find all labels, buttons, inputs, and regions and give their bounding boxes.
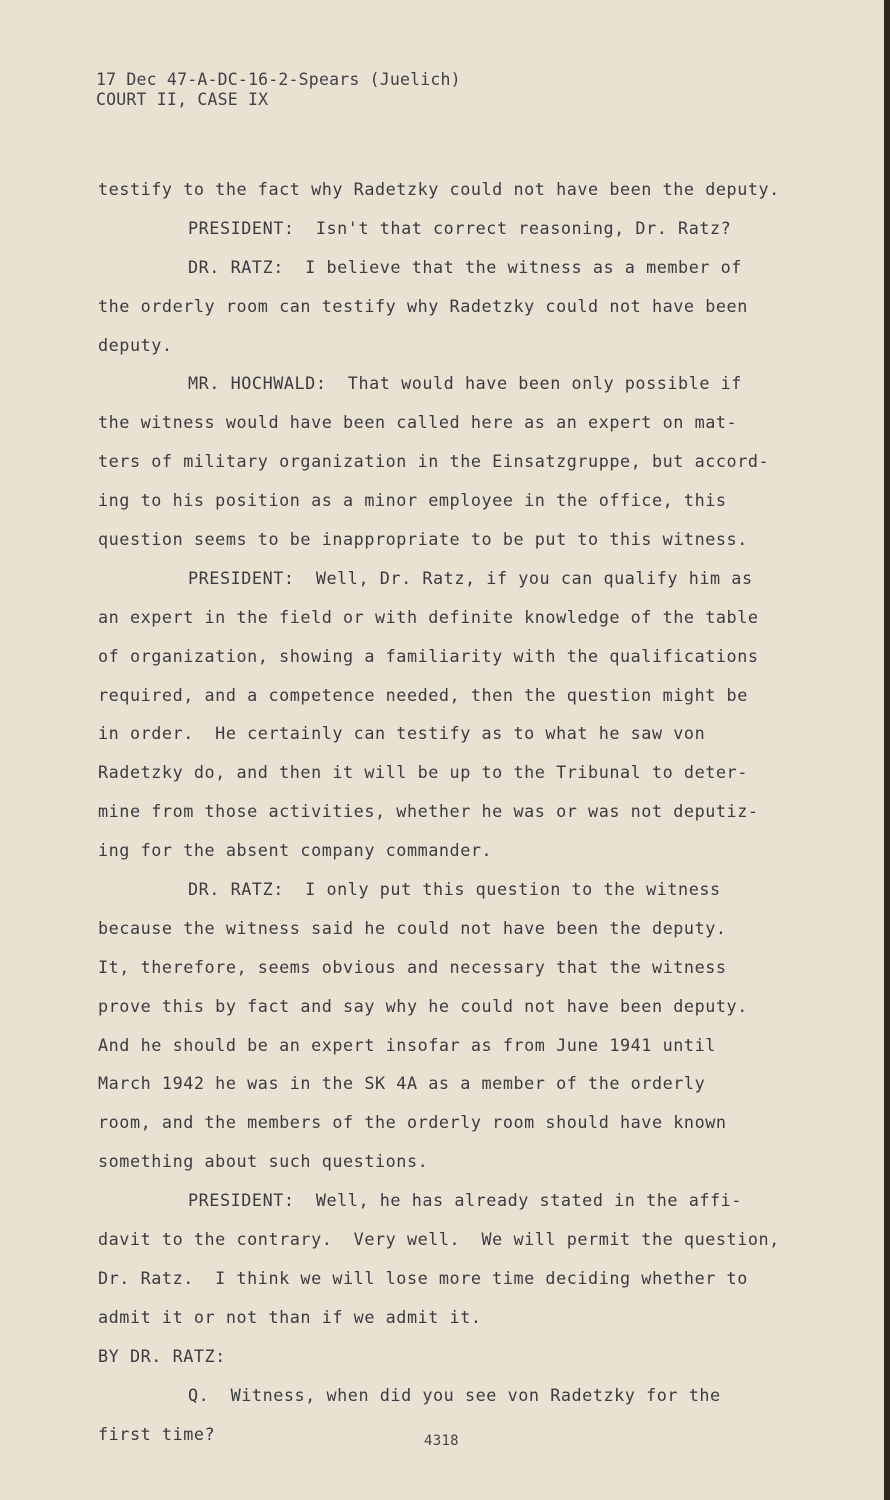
- transcript-line: ing for the absent company commander.: [98, 840, 493, 861]
- transcript-line: MR. HOCHWALD: That would have been only possible if: [188, 373, 742, 394]
- transcript-line: Dr. Ratz. I think we will lose more time deciding whether to: [98, 1267, 748, 1288]
- transcript-line: PRESIDENT: Well, Dr. Ratz, if you can qualify him as: [188, 567, 753, 588]
- transcript-line: because the witness said he could not have been the deputy.: [98, 917, 727, 938]
- transcript-line: the witness would have been called here as an expert on mat-: [98, 412, 738, 433]
- transcript-line: BY DR. RATZ:: [98, 1345, 226, 1366]
- transcript-line: DR. RATZ: I believe that the witness as a member of: [188, 256, 742, 277]
- transcript-line: davit to the contrary. Very well. We will permit the question,: [98, 1229, 780, 1250]
- transcript-line: DR. RATZ: I only put this question to the witness: [188, 879, 721, 900]
- transcript-line: Radetzky do, and then it will be up to the Tribunal to deter-: [98, 762, 748, 783]
- document-header: [96, 70, 461, 110]
- transcript-line: admit it or not than if we admit it.: [98, 1306, 482, 1327]
- page-edge: [884, 0, 890, 1500]
- transcript-line: mine from those activities, whether he was or was not deputiz-: [98, 801, 759, 822]
- header-court-case: COURT II, CASE IX: [96, 90, 269, 109]
- transcript-line: And he should be an expert insofar as from June 1941 until: [98, 1034, 716, 1055]
- transcript-line: an expert in the field or with definite knowledge of the table: [98, 606, 759, 627]
- transcript-line: PRESIDENT: Well, he has already stated in the affi-: [188, 1190, 742, 1211]
- transcript-line: ters of military organization in the Einsatzgruppe, but accord-: [98, 451, 770, 472]
- transcript-line: something about such questions.: [98, 1151, 429, 1172]
- transcript-line: question seems to be inappropriate to be put to this witness.: [98, 529, 748, 550]
- transcript-line: in order. He certainly can testify as to what he saw von: [98, 723, 706, 744]
- page-number: 4318: [424, 1433, 459, 1449]
- transcript-line: ing to his position as a minor employee in the office, this: [98, 490, 727, 511]
- transcript-line: required, and a competence needed, then the question might be: [98, 684, 748, 705]
- transcript-line: PRESIDENT: Isn't that correct reasoning, Dr. Ratz?: [188, 217, 732, 238]
- transcript-line: Q. Witness, when did you see von Radetzky for the: [188, 1384, 721, 1405]
- transcript-line: the orderly room can testify why Radetzky could not have been: [98, 295, 748, 316]
- transcript-line: It, therefore, seems obvious and necessary that the witness: [98, 956, 727, 977]
- transcript-line: March 1942 he was in the SK 4A as a member of the orderly: [98, 1073, 706, 1094]
- transcript-line: prove this by fact and say why he could not have been deputy.: [98, 995, 748, 1016]
- transcript-line: first time?: [98, 1423, 216, 1444]
- transcript-line: of organization, showing a familiarity with the qualifications: [98, 645, 759, 666]
- transcript-line: testify to the fact why Radetzky could not have been the deputy.: [98, 179, 780, 199]
- transcript-body: [98, 170, 858, 1453]
- transcript-line: room, and the members of the orderly room should have known: [98, 1112, 727, 1133]
- transcript-line: deputy.: [98, 334, 173, 355]
- header-reference: 17 Dec 47-A-DC-16-2-Spears (Juelich): [96, 70, 461, 89]
